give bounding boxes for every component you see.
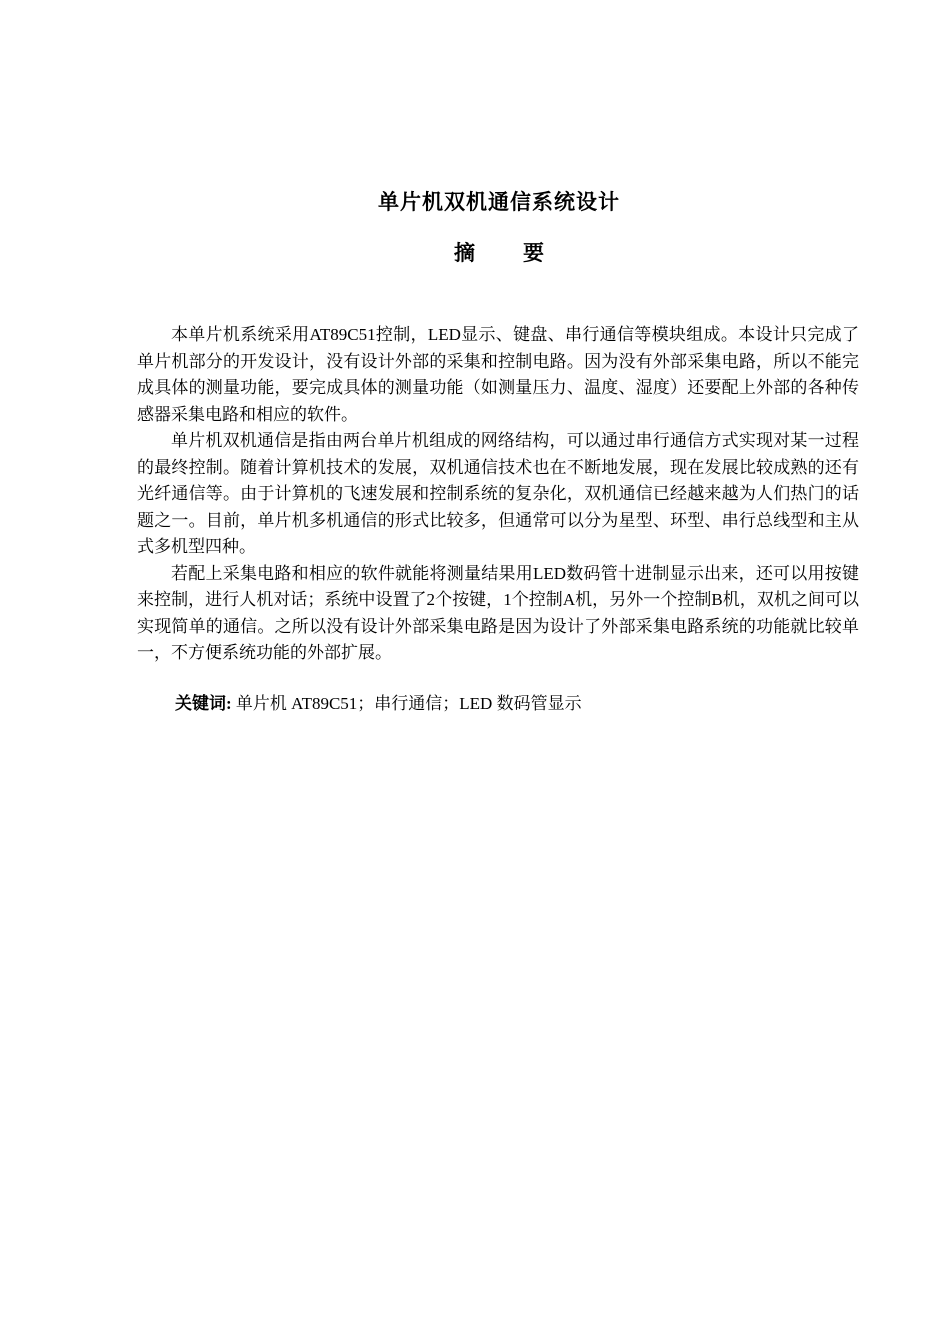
abstract-heading [0, 237, 950, 267]
abstract-heading-left: 摘 [454, 241, 475, 265]
abstract-paragraph: 单片机双机通信是指由两台单片机组成的网络结构，可以通过串行通信方式实现对某一过程的最终控制。随着计算机技术的发展，双机通信技术也在不断地发展，现在发展比较成熟的还有光纤通信等。由于计算机的飞速发展和控制系统的复杂化，双机通信已经越来越为人们热门的话题之一。目前，单片机多机通信的形式比较多，但通常可以分为星型、环型、串行总线型和主从式多机型四种。 [137, 431, 859, 556]
abstract-paragraph: 本单片机系统采用AT89C51控制，LED显示、键盘、串行通信等模块组成。本设计只完成了单片机部分的开发设计，没有设计外部的采集和控制电路。因为没有外部采集电路，所以不能完成具体的测量功能，要完成具体的测量功能（如测量压力、温度、湿度）还要配上外部的各种传感器采集电路和相应的软件。 [137, 325, 859, 424]
abstract-paragraph: 若配上采集电路和相应的软件就能将测量结果用LED数码管十进制显示出来，还可以用按键来控制，进行人机对话；系统中设置了2个按键，1个控制A机，另外一个控制B机，双机之间可以实现简单的通信。之所以没有设计外部采集电路是因为设计了外部采集电路系统的功能就比较单一，不方便系统功能的外部扩展。 [137, 563, 859, 662]
abstract-body [137, 322, 859, 667]
keywords-text: 单片机 AT89C51；串行通信；LED 数码管显示 [231, 694, 582, 713]
document-title: 单片机双机通信系统设计 [378, 190, 620, 214]
abstract-heading-right: 要 [523, 241, 544, 265]
keywords-line [175, 691, 859, 717]
keywords-label: 关键词: [175, 694, 232, 713]
